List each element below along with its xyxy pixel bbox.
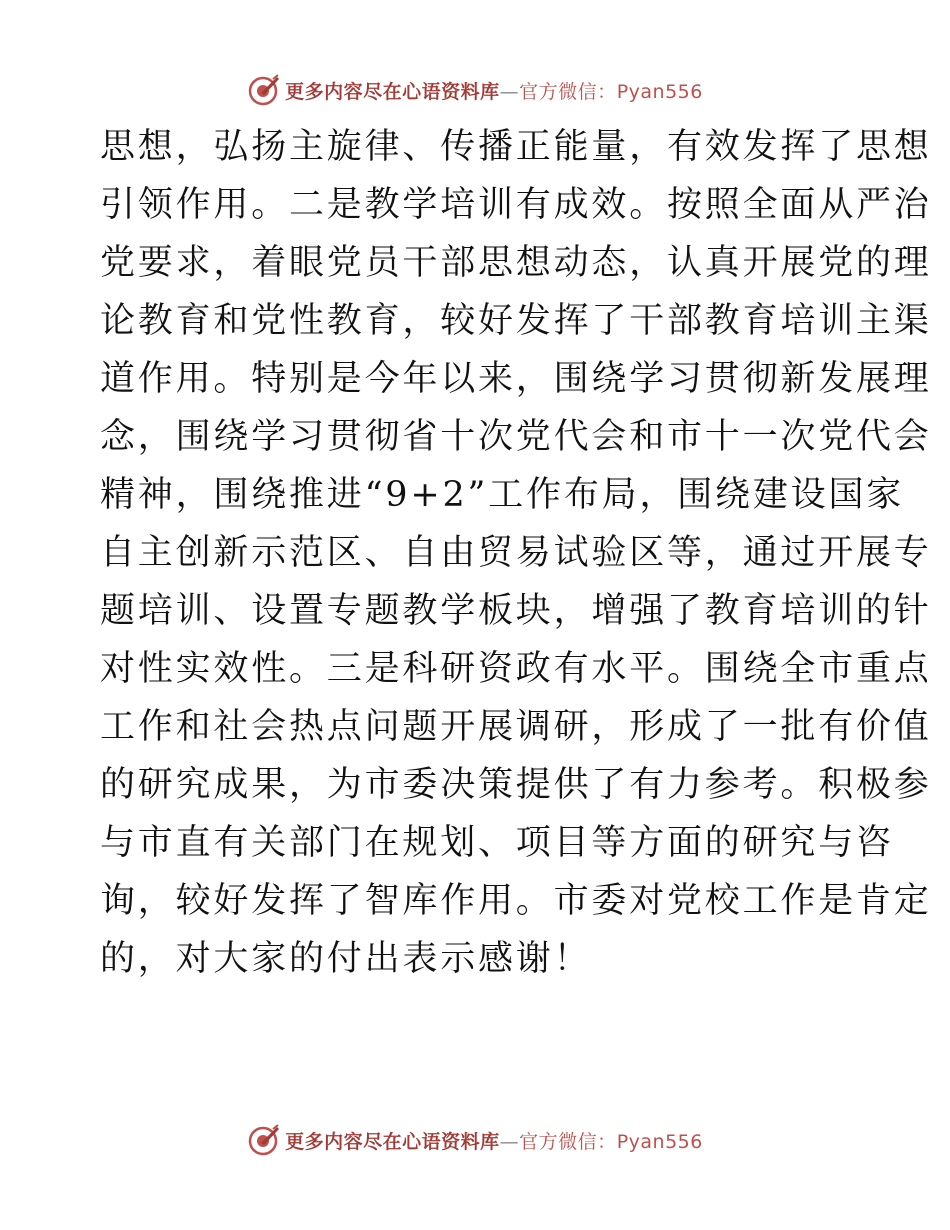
header-banner-main: 更多内容尽在心语资料库 xyxy=(285,80,500,103)
quill-seal-icon xyxy=(247,73,281,107)
body-line: 的研究成果，为市委决策提供了有力参考。积极参 xyxy=(100,765,932,805)
body-line: 对性实效性。三是科研资政有水平。围绕全市重点 xyxy=(100,649,932,689)
body-line: 念，围绕学习贯彻省十次党代会和市十一次党代会 xyxy=(100,417,932,457)
body-line: 引领作用。二是教学培训有成效。按照全面从严治 xyxy=(100,185,932,225)
header-banner-wechat-label: 官方微信： xyxy=(519,80,617,103)
body-line: 党要求，着眼党员干部思想动态，认真开展党的理 xyxy=(100,243,932,283)
header-banner-text xyxy=(285,77,703,104)
footer-banner-wechat-id: Pyan556 xyxy=(616,1130,703,1153)
body-line: 论教育和党性教育，较好发挥了干部教育培训主渠 xyxy=(100,301,932,341)
document-body xyxy=(100,118,932,988)
footer-banner-main: 更多内容尽在心语资料库 xyxy=(285,1130,500,1153)
body-line: 题培训、设置专题教学板块，增强了教育培训的针 xyxy=(100,591,932,631)
header-watermark-banner xyxy=(0,70,950,110)
body-line: 的，对大家的付出表示感谢！ xyxy=(100,939,592,979)
header-banner-dash: — xyxy=(499,80,520,103)
body-line: 思想，弘扬主旋律、传播正能量，有效发挥了思想 xyxy=(100,127,932,167)
body-line: 精神，围绕推进“9+2”工作布局，围绕建设国家 xyxy=(100,475,905,515)
body-line: 工作和社会热点问题开展调研，形成了一批有价值 xyxy=(100,707,932,747)
header-banner-wechat-id: Pyan556 xyxy=(616,80,703,103)
body-line: 道作用。特别是今年以来，围绕学习贯彻新发展理 xyxy=(100,359,932,399)
footer-banner-wechat-label: 官方微信： xyxy=(519,1130,617,1153)
body-line: 自主创新示范区、自由贸易试验区等，通过开展专 xyxy=(100,533,932,573)
footer-banner-text xyxy=(285,1127,703,1154)
quill-seal-icon xyxy=(247,1123,281,1157)
footer-watermark-banner xyxy=(0,1120,950,1160)
body-line: 与市直有关部门在规划、项目等方面的研究与咨 xyxy=(100,823,894,863)
body-line: 询，较好发挥了智库作用。市委对党校工作是肯定 xyxy=(100,881,932,921)
footer-banner-dash: — xyxy=(499,1130,520,1153)
